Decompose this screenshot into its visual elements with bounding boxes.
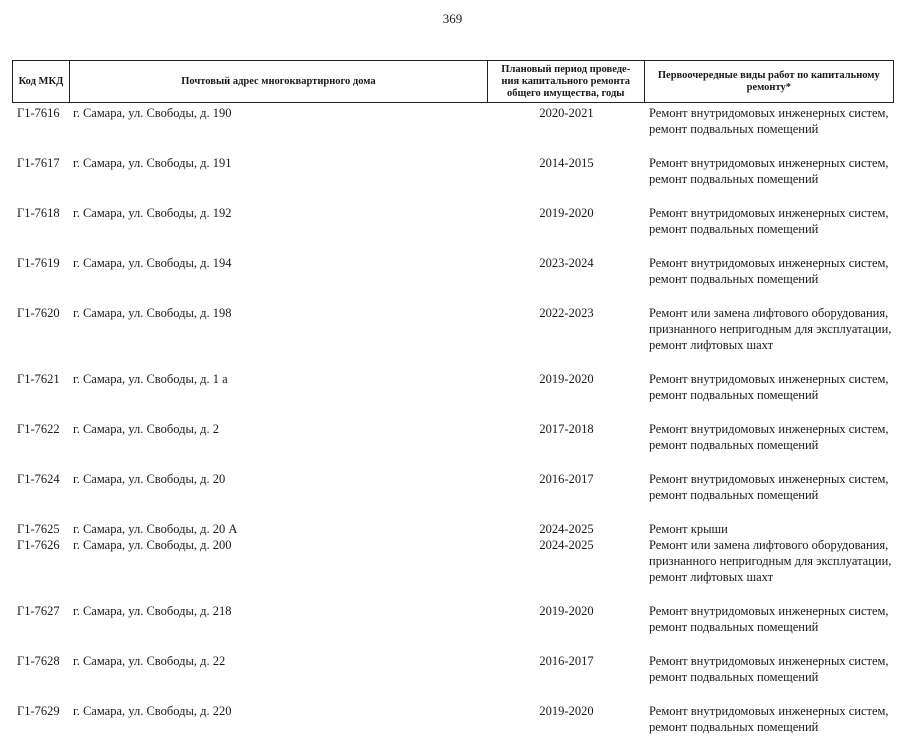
header-period bbox=[488, 61, 645, 102]
period-cell: 2022-2023 bbox=[539, 306, 594, 320]
work-line: ремонт подвальных помещений bbox=[649, 272, 819, 286]
work-cell bbox=[645, 105, 894, 137]
work-line: Ремонт крыши bbox=[649, 522, 728, 536]
mkd-code-cell: Г1-7629 bbox=[17, 704, 60, 718]
mkd-code-cell: Г1-7620 bbox=[17, 306, 60, 320]
mkd-code-cell: Г1-7617 bbox=[17, 156, 60, 170]
table-body bbox=[12, 105, 894, 753]
row-spacer bbox=[12, 287, 894, 305]
table-row bbox=[12, 521, 894, 537]
period-cell: 2023-2024 bbox=[539, 256, 594, 270]
table-row bbox=[12, 603, 894, 635]
row-spacer bbox=[12, 453, 894, 471]
work-line: Ремонт внутридомовых инженерных систем, bbox=[649, 422, 889, 436]
work-line: ремонт подвальных помещений bbox=[649, 172, 819, 186]
row-spacer bbox=[12, 353, 894, 371]
header-period-line: общего имущества, годы bbox=[507, 87, 625, 99]
address-cell: г. Самара, ул. Свободы, д. 20 bbox=[73, 472, 226, 486]
row-spacer bbox=[12, 503, 894, 521]
row-spacer bbox=[12, 635, 894, 653]
work-cell bbox=[645, 255, 894, 287]
work-cell bbox=[645, 521, 894, 537]
table-header bbox=[12, 60, 894, 103]
row-spacer bbox=[12, 403, 894, 421]
work-line: Ремонт или замена лифтового оборудования, bbox=[649, 306, 889, 320]
table-row bbox=[12, 537, 894, 585]
table-row bbox=[12, 653, 894, 685]
work-cell bbox=[645, 603, 894, 635]
row-spacer bbox=[12, 685, 894, 703]
mkd-code-cell: Г1-7618 bbox=[17, 206, 60, 220]
address-cell: г. Самара, ул. Свободы, д. 22 bbox=[73, 654, 226, 668]
row-spacer bbox=[12, 187, 894, 205]
work-line: ремонт подвальных помещений bbox=[649, 388, 819, 402]
address-cell: г. Самара, ул. Свободы, д. 2 bbox=[73, 422, 219, 436]
work-cell bbox=[645, 371, 894, 403]
work-line: Ремонт внутридомовых инженерных систем, bbox=[649, 704, 889, 718]
work-line: Ремонт внутридомовых инженерных систем, bbox=[649, 156, 889, 170]
header-address: Почтовый адрес многоквартирного дома bbox=[70, 61, 488, 102]
work-line: Ремонт или замена лифтового оборудования, bbox=[649, 538, 889, 552]
mkd-code-cell: Г1-7624 bbox=[17, 472, 60, 486]
mkd-code-cell: Г1-7628 bbox=[17, 654, 60, 668]
period-cell: 2017-2018 bbox=[539, 422, 594, 436]
work-line: ремонт лифтовых шахт bbox=[649, 570, 774, 584]
work-line: Ремонт внутридомовых инженерных систем, bbox=[649, 256, 889, 270]
period-cell: 2019-2020 bbox=[539, 704, 594, 718]
table-row bbox=[12, 155, 894, 187]
address-cell: г. Самара, ул. Свободы, д. 194 bbox=[73, 256, 232, 270]
table-row bbox=[12, 703, 894, 735]
work-line: ремонт подвальных помещений bbox=[649, 620, 819, 634]
work-line: признанного непригодным для эксплуатации, bbox=[649, 554, 892, 568]
work-line: ремонт подвальных помещений bbox=[649, 222, 819, 236]
work-line: ремонт подвальных помещений bbox=[649, 720, 819, 734]
work-cell bbox=[645, 421, 894, 453]
page-number: 369 bbox=[442, 11, 463, 26]
address-cell: г. Самара, ул. Свободы, д. 218 bbox=[73, 604, 232, 618]
work-cell bbox=[645, 155, 894, 187]
mkd-code-cell: Г1-7619 bbox=[17, 256, 60, 270]
header-period-line: ния капитального ремонта bbox=[501, 75, 631, 87]
row-spacer bbox=[12, 585, 894, 603]
header-work-line: ремонту* bbox=[746, 81, 791, 93]
header-work-line: Первоочередные виды работ по капитальному bbox=[657, 69, 880, 81]
period-cell: 2016-2017 bbox=[539, 472, 594, 486]
work-line: Ремонт внутридомовых инженерных систем, bbox=[649, 106, 889, 120]
work-line: ремонт подвальных помещений bbox=[649, 438, 819, 452]
work-line: Ремонт внутридомовых инженерных систем, bbox=[649, 654, 889, 668]
work-cell bbox=[645, 537, 894, 585]
row-spacer bbox=[12, 137, 894, 155]
work-line: ремонт подвальных помещений bbox=[649, 122, 819, 136]
work-line: ремонт лифтовых шахт bbox=[649, 338, 774, 352]
period-cell: 2016-2017 bbox=[539, 654, 594, 668]
header-work bbox=[645, 61, 893, 102]
period-cell: 2024-2025 bbox=[539, 522, 594, 536]
work-line: признанного непригодным для эксплуатации, bbox=[649, 322, 892, 336]
address-cell: г. Самара, ул. Свободы, д. 1 а bbox=[73, 372, 228, 386]
work-cell bbox=[645, 703, 894, 735]
address-cell: г. Самара, ул. Свободы, д. 200 bbox=[73, 538, 232, 552]
work-line: Ремонт внутридомовых инженерных систем, bbox=[649, 372, 889, 386]
mkd-code-cell: Г1-7627 bbox=[17, 604, 60, 618]
table-row bbox=[12, 305, 894, 353]
address-cell: г. Самара, ул. Свободы, д. 20 А bbox=[73, 522, 238, 536]
table-row bbox=[12, 471, 894, 503]
work-cell bbox=[645, 205, 894, 237]
period-cell: 2019-2020 bbox=[539, 372, 594, 386]
work-line: Ремонт внутридомовых инженерных систем, bbox=[649, 206, 889, 220]
work-line: ремонт подвальных помещений bbox=[649, 488, 819, 502]
work-cell bbox=[645, 471, 894, 503]
work-line: ремонт подвальных помещений bbox=[649, 670, 819, 684]
address-cell: г. Самара, ул. Свободы, д. 191 bbox=[73, 156, 232, 170]
address-cell: г. Самара, ул. Свободы, д. 192 bbox=[73, 206, 232, 220]
header-period-line: Плановый период проведе- bbox=[501, 63, 631, 75]
address-cell: г. Самара, ул. Свободы, д. 220 bbox=[73, 704, 232, 718]
row-spacer bbox=[12, 237, 894, 255]
work-cell bbox=[645, 653, 894, 685]
table-row bbox=[12, 421, 894, 453]
table-row bbox=[12, 205, 894, 237]
work-line: Ремонт внутридомовых инженерных систем, bbox=[649, 604, 889, 618]
row-spacer bbox=[12, 735, 894, 753]
period-cell: 2019-2020 bbox=[539, 206, 594, 220]
mkd-code-cell: Г1-7616 bbox=[17, 106, 60, 120]
table-row bbox=[12, 371, 894, 403]
work-cell bbox=[645, 305, 894, 353]
mkd-code-cell: Г1-7626 bbox=[17, 538, 60, 552]
table-row bbox=[12, 255, 894, 287]
mkd-code-cell: Г1-7621 bbox=[17, 372, 60, 386]
address-cell: г. Самара, ул. Свободы, д. 190 bbox=[73, 106, 232, 120]
period-cell: 2024-2025 bbox=[539, 538, 594, 552]
header-code: Код МКД bbox=[13, 61, 70, 102]
period-cell: 2020-2021 bbox=[539, 106, 594, 120]
mkd-code-cell: Г1-7622 bbox=[17, 422, 60, 436]
period-cell: 2019-2020 bbox=[539, 604, 594, 618]
work-line: Ремонт внутридомовых инженерных систем, bbox=[649, 472, 889, 486]
table-row bbox=[12, 105, 894, 137]
address-cell: г. Самара, ул. Свободы, д. 198 bbox=[73, 306, 232, 320]
period-cell: 2014-2015 bbox=[539, 156, 594, 170]
mkd-code-cell: Г1-7625 bbox=[17, 522, 60, 536]
